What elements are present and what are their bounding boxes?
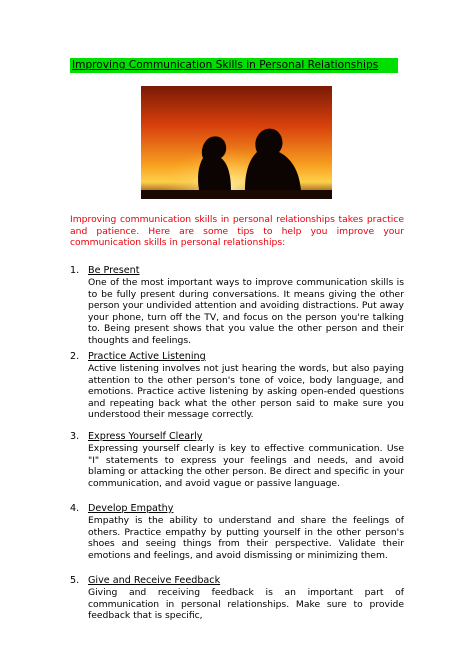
- document-title: Improving Communication Skills in Personal Relationships: [70, 58, 398, 73]
- sunset-silhouette-photo: [141, 86, 332, 199]
- tip-body: One of the most important ways to improve communication skills is to be fully present during conversations. It means giving the other person your undivided attention and avoiding distractions. Put away your phone, turn off the TV, and focus on the person you're talking to. Being present shows that you value the other person and their thoughts and feelings.: [88, 277, 404, 346]
- tip-number: 2.: [70, 351, 80, 362]
- tip-number: 5.: [70, 575, 80, 586]
- tip-title: Develop Empathy: [88, 503, 174, 514]
- intro-paragraph: Improving communication skills in personal relationships takes practice and patience. Here are some tips to help you improve your communication skills in personal relationships:: [70, 214, 404, 249]
- tip-title: Give and Receive Feedback: [88, 575, 221, 586]
- tip-item: [70, 575, 404, 622]
- tip-body: Giving and receiving feedback is an important part of communication in personal relationships. Make sure to provide feedback that is specific,: [88, 587, 404, 622]
- tip-title: Be Present: [88, 265, 140, 276]
- tip-body: Expressing yourself clearly is key to effective communication. Use "I" statements to express your feelings and needs, and avoid blaming or attacking the other person. Be direct and specific in your communication, and avoid vague or passive language.: [88, 443, 404, 489]
- tip-item: [70, 351, 404, 431]
- tip-item: [70, 431, 404, 503]
- tip-body: Empathy is the ability to understand and share the feelings of others. Practice empathy by putting yourself in the other person's shoes and seeing things from their perspective. Validate their emotions and feelings, and avoid dismissing or minimizing them.: [88, 515, 404, 561]
- tip-title: Practice Active Listening: [88, 351, 206, 362]
- tip-number: 3.: [70, 431, 80, 442]
- tip-title: Express Yourself Clearly: [88, 431, 203, 442]
- tip-item: [70, 265, 404, 351]
- tips-list: [70, 265, 404, 622]
- tip-body: Active listening involves not just hearing the words, but also paying attention to the other person's tone of voice, body language, and emotions. Practice active listening by asking open-ended questions and repeating back what the other person said to make sure you understood their message correctly.: [88, 363, 404, 421]
- tip-number: 4.: [70, 503, 80, 514]
- sunset-silhouette-image: [141, 86, 332, 199]
- tip-item: [70, 503, 404, 575]
- tip-number: 1.: [70, 265, 80, 276]
